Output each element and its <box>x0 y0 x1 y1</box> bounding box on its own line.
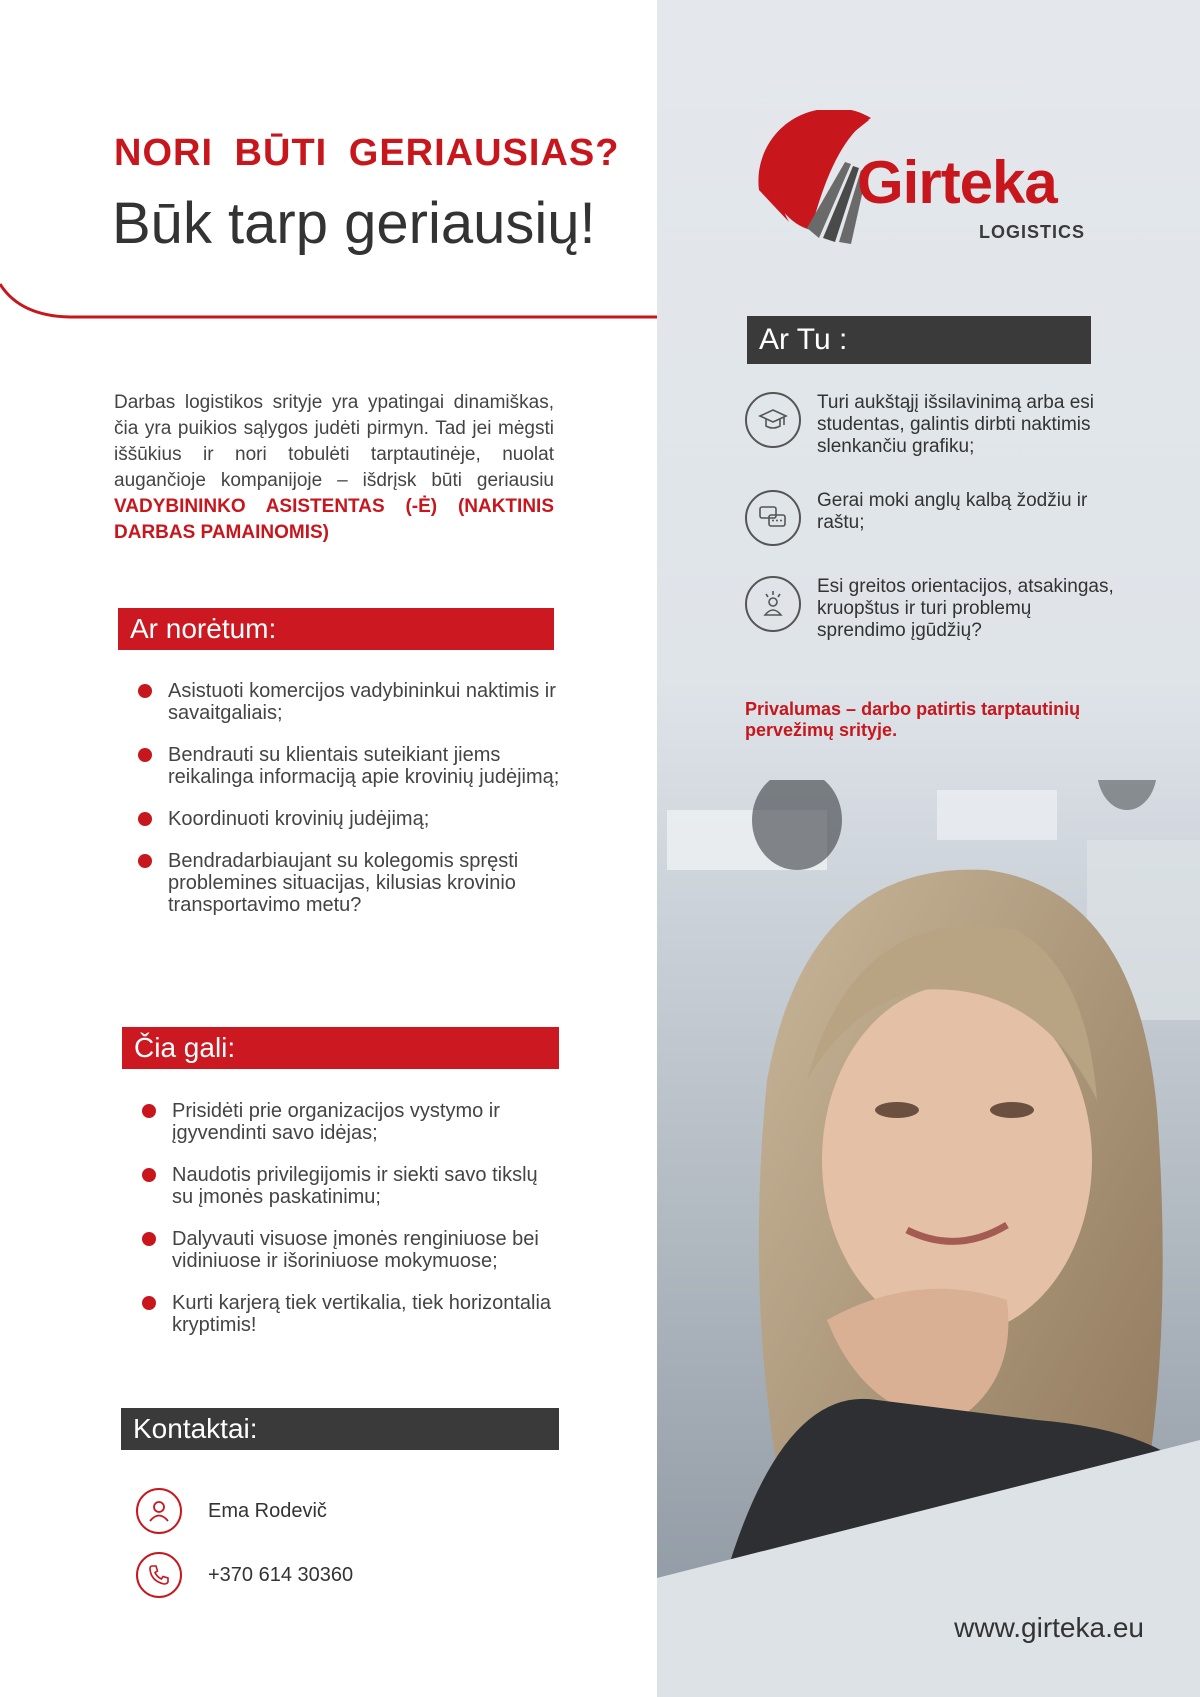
bullet-icon <box>138 812 152 826</box>
offers-list <box>142 1100 562 1356</box>
person-icon <box>136 1488 182 1534</box>
requirement-item <box>745 490 1117 546</box>
decorative-wedge <box>657 1400 1200 1697</box>
list-item: Koordinuoti krovinių judėjimą; <box>138 808 578 830</box>
contact-name: Ema Rodevič <box>208 1499 327 1522</box>
job-title: VADYBININKO ASISTENTAS (-Ė) (NAKTINIS DARBAS PAMAINOMIS) <box>114 496 554 543</box>
requirement-text: Gerai moki anglų kalbą žodžiu ir raštu; <box>817 490 1088 533</box>
logo-wordmark: Girteka <box>857 149 1057 216</box>
intro-text: Darbas logistikos srityje yra ypatingai dinamiškas, čia yra puikios sąlygos judėti pirmyn. Tad jei mėgsti iššūkius ir nori tobulėti tarptautinėje, nuolat augančioje kompanijoje – išdrįsk būti geriausiu <box>114 392 554 491</box>
intro-paragraph <box>114 390 554 546</box>
headline-slogan: Būk tarp geriausių! <box>112 191 596 256</box>
requirements-heading: Ar Tu : <box>747 316 1091 364</box>
offers-heading: Čia gali: <box>122 1027 559 1069</box>
contact-person <box>136 1488 327 1534</box>
list-item: Prisidėti prie organizacijos vystymo ir įgyvendinti savo idėjas; <box>142 1100 562 1144</box>
contact-phone <box>136 1552 353 1598</box>
website-link[interactable]: www.girteka.eu <box>954 1612 1144 1643</box>
duties-list <box>138 680 578 936</box>
requirement-text: Esi greitos orientacijos, atsakingas, kruopštus ir turi problemų sprendimo įgūdžių? <box>817 576 1114 641</box>
bullet-icon <box>138 748 152 762</box>
bullet-icon <box>142 1296 156 1310</box>
bullet-icon <box>142 1232 156 1246</box>
headline-question: NORI BŪTI GERIAUSIAS? <box>114 132 620 174</box>
contact-phone-number[interactable]: +370 614 30360 <box>208 1563 354 1586</box>
right-column <box>657 0 1200 1697</box>
bullet-icon <box>142 1104 156 1118</box>
list-item: Bendrauti su klientais suteikiant jiems reikalinga informaciją apie krovinių judėjimą; <box>138 744 578 788</box>
list-item: Naudotis privilegijomis ir siekti savo tikslų su įmonės paskatinimu; <box>142 1164 562 1208</box>
bullet-icon <box>138 684 152 698</box>
advantage-note: Privalumas – darbo patirtis tarptautinių pervežimų srityje. <box>745 699 1081 740</box>
decorative-curve <box>0 270 657 330</box>
chat-bubbles-icon <box>745 490 801 546</box>
duties-heading: Ar norėtum: <box>118 608 554 650</box>
list-item: Bendradarbiaujant su kolegomis spręsti problemines situacijas, kilusias krovinio transportavimo metu? <box>138 850 578 916</box>
list-item: Kurti karjerą tiek vertikalia, tiek horizontalia kryptimis! <box>142 1292 562 1336</box>
bullet-icon <box>142 1168 156 1182</box>
graduation-cap-icon <box>745 392 801 448</box>
requirement-item <box>745 392 1117 458</box>
person-idea-icon <box>745 576 801 632</box>
phone-icon <box>136 1552 182 1598</box>
bullet-icon <box>138 854 152 868</box>
list-item: Asistuoti komercijos vadybininkui naktimis ir savaitgaliais; <box>138 680 578 724</box>
requirement-item <box>745 576 1117 642</box>
list-item: Dalyvauti visuose įmonės renginiuose bei vidiniuose ir išoriniuose mokymuose; <box>142 1228 562 1272</box>
contacts-heading: Kontaktai: <box>121 1408 559 1450</box>
requirement-text: Turi aukštąjį išsilavinimą arba esi studentas, galintis dirbti naktimis slenkančiu grafiku; <box>817 392 1095 457</box>
logo-subtitle: LOGISTICS <box>979 222 1086 242</box>
